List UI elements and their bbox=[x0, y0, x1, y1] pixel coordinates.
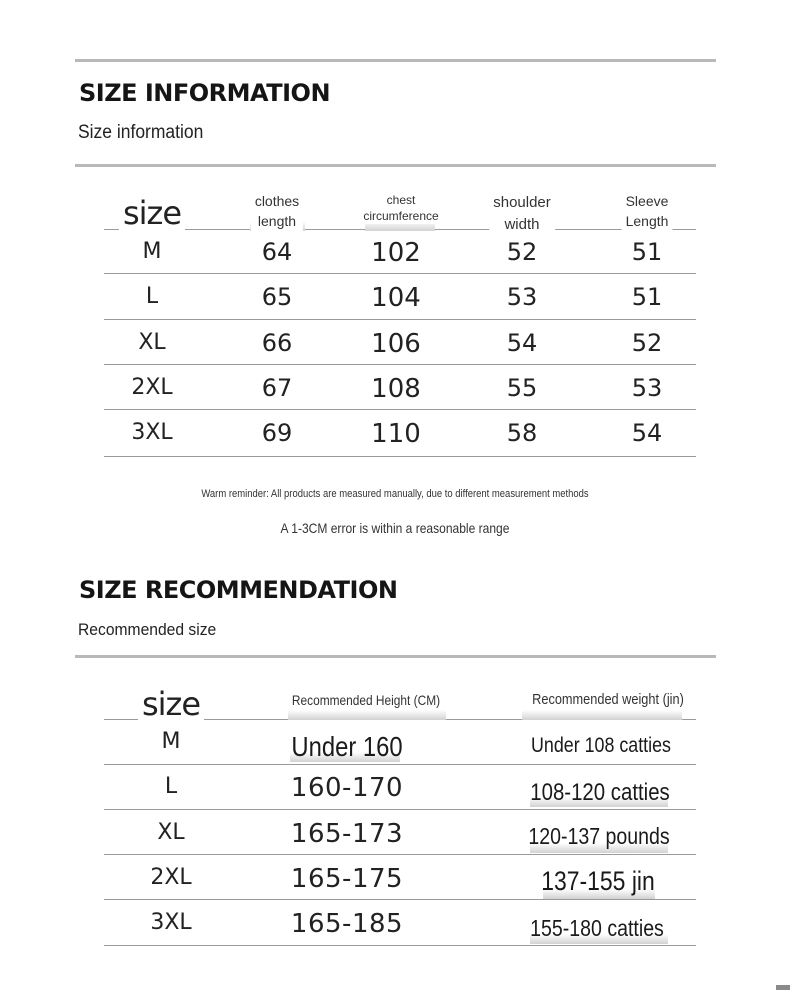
size-cell: 3XL bbox=[131, 420, 173, 445]
length-cell: 64 bbox=[261, 238, 293, 266]
sleeve-length-header bbox=[622, 191, 673, 231]
weight-cell: 120-137 pounds bbox=[528, 823, 670, 849]
size-cell: L bbox=[145, 284, 159, 309]
weight-cell: 155-180 catties bbox=[530, 915, 664, 941]
size-cell: 2XL bbox=[150, 865, 192, 890]
size-information-subheading: Size information bbox=[78, 122, 204, 143]
size-cell: 3XL bbox=[150, 910, 192, 935]
chest-cell: 106 bbox=[371, 329, 421, 359]
header-line: width bbox=[504, 216, 540, 233]
height-cell: 165-173 bbox=[290, 819, 404, 849]
height-cell: 165-185 bbox=[290, 909, 404, 939]
sleeve-cell: 54 bbox=[631, 419, 663, 447]
top-divider bbox=[75, 59, 716, 62]
height-cell: 165-175 bbox=[290, 864, 404, 894]
row-divider bbox=[104, 809, 696, 810]
weight-cell: 108-120 catties bbox=[530, 779, 670, 806]
row-divider bbox=[104, 409, 696, 410]
size-column-header: size bbox=[119, 194, 185, 232]
header-line: circumference bbox=[363, 209, 439, 223]
header-shade bbox=[288, 710, 446, 720]
shoulder-cell: 58 bbox=[506, 419, 538, 447]
warm-reminder: Warm reminder: All products are measured manually, due to different measurement methods bbox=[201, 488, 589, 500]
recommended-height-header: Recommended Height (CM) bbox=[287, 690, 445, 710]
sleeve-cell: 52 bbox=[631, 329, 663, 357]
header-line: shoulder bbox=[493, 194, 551, 211]
shoulder-cell: 55 bbox=[506, 374, 538, 402]
size-information-divider bbox=[75, 164, 716, 167]
weight-cell: 137-155 jin bbox=[541, 866, 655, 896]
header-line: length bbox=[257, 213, 297, 229]
error-note: A 1-3CM error is within a reasonable range bbox=[280, 520, 510, 536]
sleeve-cell: 53 bbox=[631, 374, 663, 402]
shoulder-cell: 53 bbox=[506, 283, 538, 311]
row-divider bbox=[104, 273, 696, 274]
row-divider bbox=[104, 899, 696, 900]
size-recommendation-subheading: Recommended size bbox=[78, 620, 217, 639]
chest-circumference-header bbox=[361, 192, 440, 224]
chest-cell: 102 bbox=[371, 238, 421, 268]
size-recommendation-heading: SIZE RECOMMENDATION bbox=[79, 576, 398, 604]
header-shade bbox=[522, 710, 682, 720]
header-line: clothes bbox=[254, 193, 300, 209]
header-line: Length bbox=[625, 213, 669, 229]
chest-cell: 104 bbox=[371, 283, 421, 313]
size-cell: XL bbox=[157, 820, 185, 845]
chest-cell: 110 bbox=[371, 419, 421, 449]
size-column-header: size bbox=[138, 685, 204, 723]
shoulder-cell: 52 bbox=[506, 238, 538, 266]
sleeve-cell: 51 bbox=[631, 238, 663, 266]
height-cell: 160-170 bbox=[290, 773, 404, 803]
length-cell: 66 bbox=[261, 329, 293, 357]
size-cell: L bbox=[164, 774, 178, 799]
corner-mark bbox=[776, 985, 790, 990]
size-cell: XL bbox=[138, 330, 166, 355]
recommended-weight-header: Recommended weight (jin) bbox=[527, 690, 689, 710]
clothes-length-header bbox=[251, 191, 303, 231]
row-divider bbox=[104, 319, 696, 320]
row-divider bbox=[104, 456, 696, 457]
height-cell: Under 160 bbox=[291, 731, 403, 762]
header-line: chest bbox=[386, 193, 416, 207]
row-divider bbox=[104, 945, 696, 946]
size-information-heading: SIZE INFORMATION bbox=[79, 79, 331, 107]
shoulder-cell: 54 bbox=[506, 329, 538, 357]
length-cell: 67 bbox=[261, 374, 293, 402]
chest-cell: 108 bbox=[371, 374, 421, 404]
row-divider bbox=[104, 764, 696, 765]
row-divider bbox=[104, 854, 696, 855]
size-cell: 2XL bbox=[131, 375, 173, 400]
size-cell: M bbox=[161, 729, 181, 754]
header-line: Sleeve bbox=[625, 193, 669, 209]
weight-cell: Under 108 catties bbox=[531, 734, 671, 757]
shoulder-width-header bbox=[489, 192, 555, 236]
size-recommendation-divider bbox=[75, 655, 716, 658]
size-cell: M bbox=[142, 239, 162, 264]
row-divider bbox=[104, 364, 696, 365]
length-cell: 69 bbox=[261, 419, 293, 447]
length-cell: 65 bbox=[261, 283, 293, 311]
sleeve-cell: 51 bbox=[631, 283, 663, 311]
